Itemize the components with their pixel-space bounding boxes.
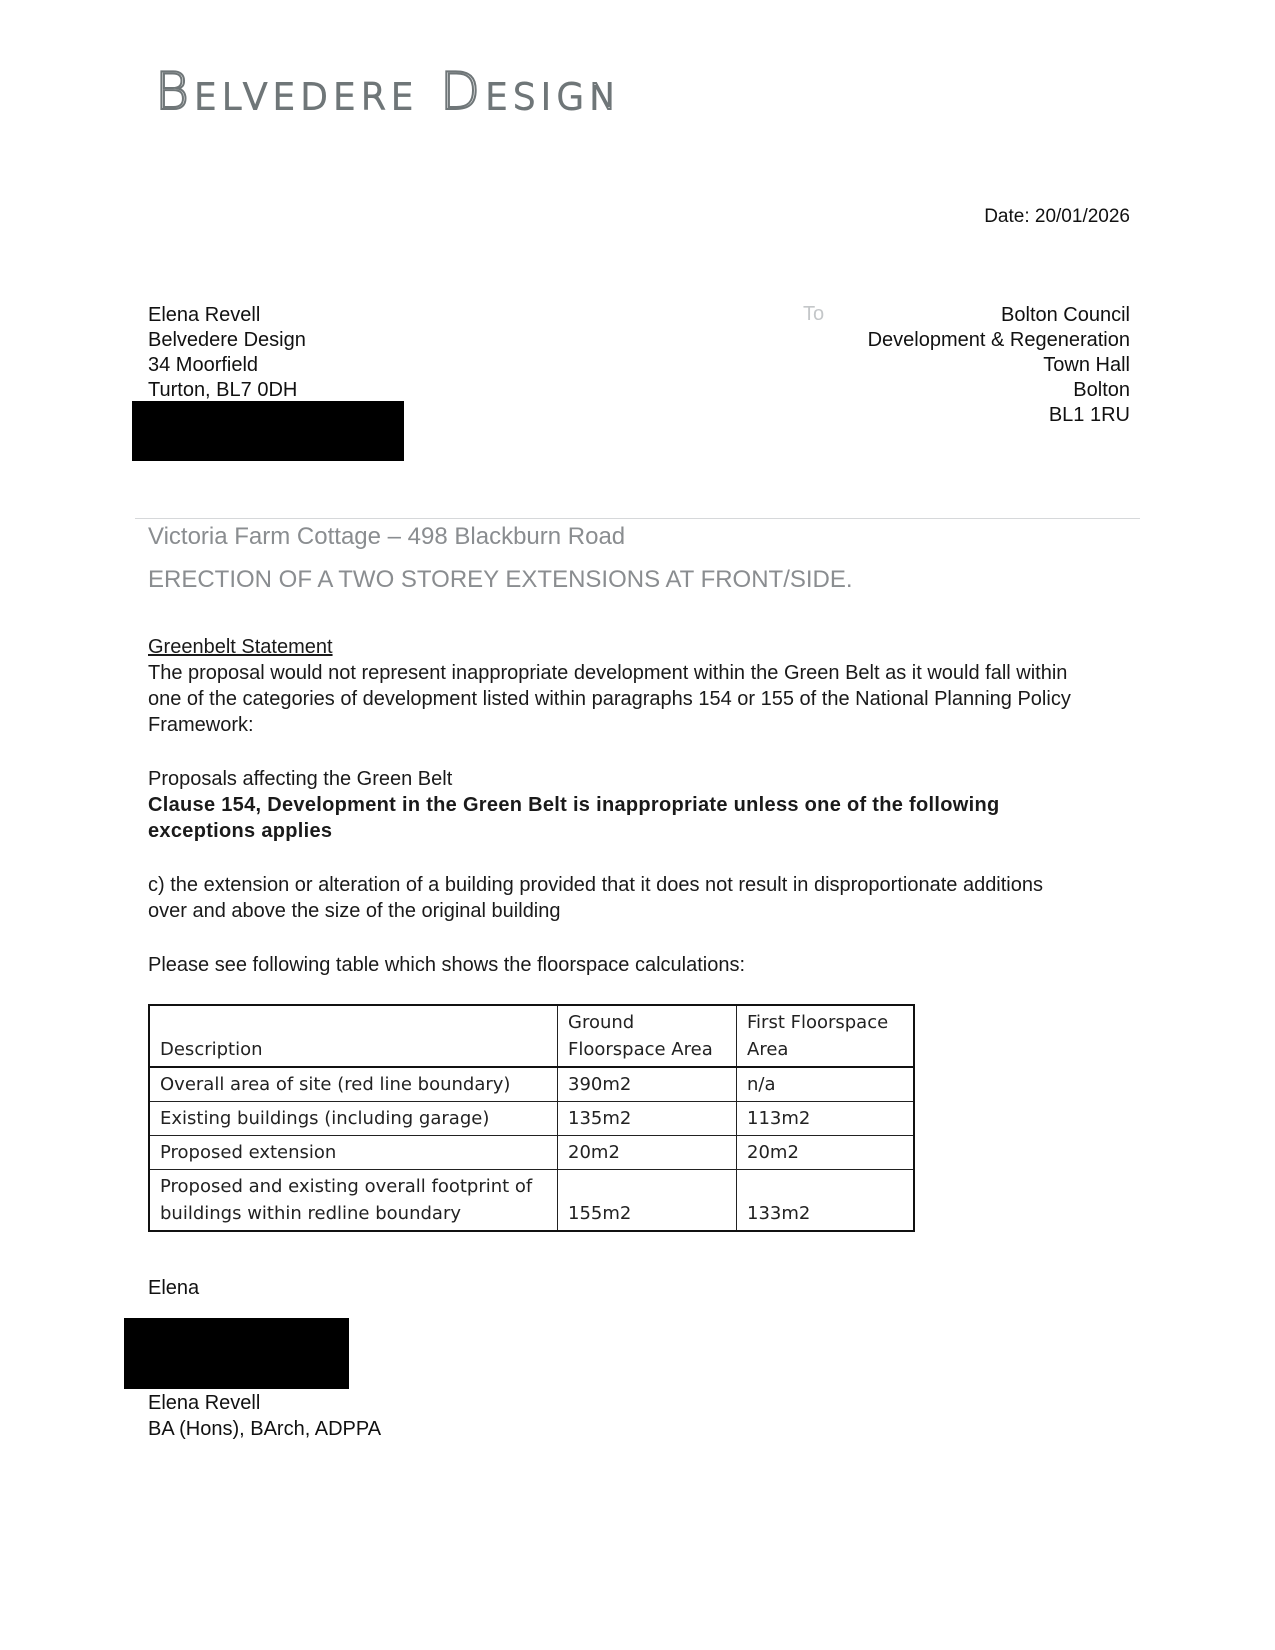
table-cell: 20m2	[558, 1136, 737, 1170]
signer-name: Elena Revell	[148, 1392, 261, 1414]
table-cell: Overall area of site (red line boundary)	[149, 1067, 558, 1102]
clause-154: Clause 154, Development in the Green Belt is inappropriate unless one of the following exceptions applies	[148, 794, 1000, 842]
recipient-line-5: BL1 1RU	[1048, 404, 1130, 426]
signoff-first-name: Elena	[148, 1277, 200, 1299]
header-divider	[135, 518, 1140, 519]
recipient-line-3: Town Hall	[1043, 354, 1130, 376]
table-cell: 155m2	[558, 1170, 737, 1232]
column-header: Description	[149, 1005, 558, 1067]
table-row	[149, 1067, 914, 1102]
recipient-line-4: Bolton	[1073, 379, 1130, 401]
table-cell: 135m2	[558, 1102, 737, 1136]
to-label: To	[803, 303, 825, 325]
table-cell: n/a	[737, 1067, 915, 1102]
table-cell: 133m2	[737, 1170, 915, 1232]
table-cell: Proposed extension	[149, 1136, 558, 1170]
statement-subheading: Proposals affecting the Green Belt	[148, 768, 453, 790]
sender-street: 34 Moorfield	[148, 354, 259, 376]
table-cell: Existing buildings (including garage)	[149, 1102, 558, 1136]
recipient-address	[868, 303, 1130, 428]
table-intro: Please see following table which shows the floorspace calculations:	[148, 954, 746, 976]
signature-block	[148, 1390, 381, 1442]
recipient-line-1: Bolton Council	[1001, 304, 1130, 326]
signer-qualifications: BA (Hons), BArch, ADPPA	[148, 1418, 382, 1440]
company-logo: Belvedere Design	[155, 62, 622, 122]
redacted-contact-block	[132, 401, 404, 461]
sender-name: Elena Revell	[148, 304, 261, 326]
sender-town: Turton, BL7 0DH	[148, 379, 298, 401]
statement-intro: The proposal would not represent inappropriate development within the Green Belt as it would fall within one of the categories of development listed within paragraphs 154 or 155 of the National Planning Policy Framework:	[148, 662, 1071, 736]
column-header: First Floorspace Area	[737, 1005, 915, 1067]
table-header-row	[149, 1005, 914, 1067]
table-cell: 390m2	[558, 1067, 737, 1102]
table-cell: 113m2	[737, 1102, 915, 1136]
point-c: c) the extension or alteration of a building provided that it does not result in disproportionate additions over and above the size of the original building	[148, 874, 1043, 922]
table-cell: 20m2	[737, 1136, 915, 1170]
proposal-title: ERECTION OF A TWO STOREY EXTENSIONS AT FRONT/SIDE.	[148, 566, 853, 593]
letter-date: Date: 20/01/2026	[984, 206, 1130, 227]
table-cell: Proposed and existing overall footprint of buildings within redline boundary	[149, 1170, 558, 1232]
sender-company: Belvedere Design	[148, 329, 306, 351]
floorspace-table	[148, 1004, 915, 1232]
statement-heading: Greenbelt Statement	[148, 636, 333, 658]
table-row	[149, 1170, 914, 1232]
table-row	[149, 1136, 914, 1170]
redacted-signature	[124, 1318, 349, 1389]
table-row	[149, 1102, 914, 1136]
site-subject: Victoria Farm Cottage – 498 Blackburn Road	[148, 523, 626, 550]
recipient-line-2: Development & Regeneration	[867, 329, 1130, 351]
column-header: Ground Floorspace Area	[558, 1005, 737, 1067]
sender-address	[148, 303, 306, 403]
